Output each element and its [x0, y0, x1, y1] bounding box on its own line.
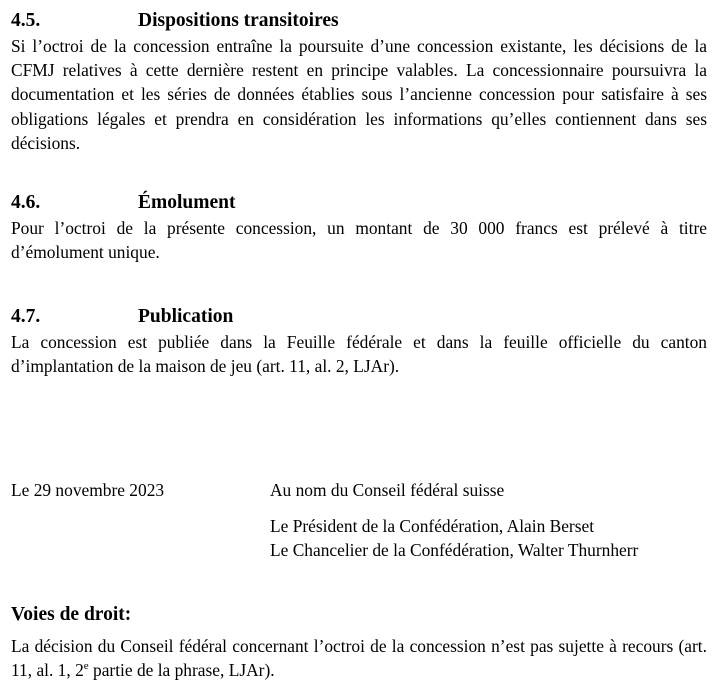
signature-date: Le 29 novembre 2023 — [11, 480, 165, 500]
section-4-6 — [11, 190, 707, 264]
section-title: Émolument — [138, 192, 236, 213]
section-paragraph: La concession est publiée dans la Feuille fédérale et dans la feuille officielle du canton d’implantation de la maison de jeu (art. 11, al. 2, LJAr). — [11, 332, 707, 377]
legal-remedies-paragraph — [11, 634, 707, 682]
section-number: 4.5. — [11, 10, 41, 31]
signature-president: Le Président de la Confédération, Alain Berset — [270, 516, 595, 536]
legal-remedies-title: Voies de droit: — [11, 604, 132, 625]
section-heading — [11, 304, 707, 330]
section-title: Dispositions transitoires — [138, 10, 339, 31]
section-paragraph: Si l’octroi de la concession entraîne la poursuite d’une concession existante, les décisions de la CFMJ relatives à cette dernière restent en principe valables. La concessionnaire poursuivra la documentation et les séries de données établies sous l’ancienne concession pour satisfaire à ses obligations légales et prendra en considération les informations qu’elles contiennent dans ses décisions. — [11, 36, 707, 153]
section-title: Publication — [138, 306, 234, 327]
legal-remedies-text-before: La décision du Conseil fédéral concernant l’octroi de la concession n’est pas sujette à recours (art. 11, al. 1, 2 — [11, 636, 707, 681]
signature-council: Au nom du Conseil fédéral suisse — [270, 480, 505, 500]
legal-remedies-section — [11, 602, 707, 682]
section-number: 4.6. — [11, 192, 41, 213]
section-4-7 — [11, 304, 707, 378]
superscript-e: e — [83, 660, 89, 673]
legal-remedies-text-after: partie de la phrase, LJAr). — [88, 660, 275, 681]
section-number: 4.7. — [11, 306, 41, 327]
section-4-5 — [11, 8, 707, 155]
signature-chancellor: Le Chancelier de la Confédération, Walter Thurnherr — [270, 540, 639, 560]
section-paragraph: Pour l’octroi de la présente concession, un montant de 30 000 francs est prélevé à titre d’émolument unique. — [11, 218, 707, 263]
section-heading — [11, 190, 707, 216]
section-heading — [11, 8, 707, 34]
